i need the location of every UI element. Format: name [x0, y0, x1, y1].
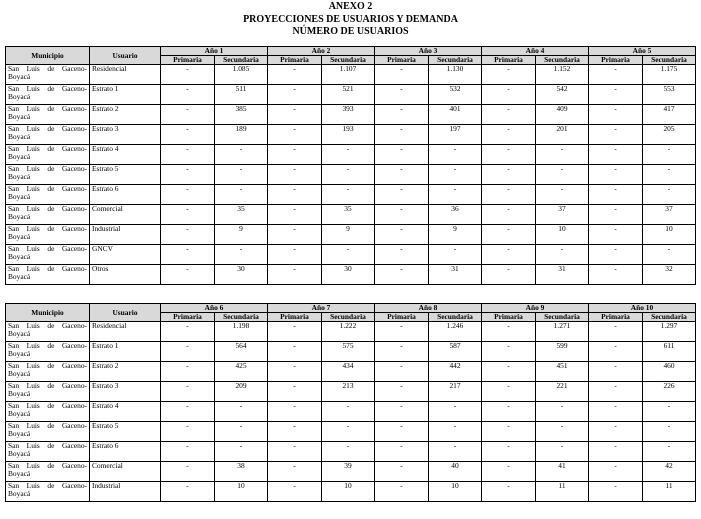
secundaria-value: -	[643, 185, 696, 205]
secundaria-value: 10	[536, 225, 589, 245]
municipio-cell: San Luis de Gaceno-Boyacá	[6, 205, 90, 225]
primaria-value: -	[482, 422, 536, 442]
primaria-value: -	[268, 442, 322, 462]
secundaria-header: Secundaria	[322, 56, 375, 65]
secundaria-value: -	[215, 402, 268, 422]
primaria-value: -	[161, 85, 215, 105]
usuario-header: Usuario	[90, 304, 161, 322]
secundaria-value: 564	[215, 342, 268, 362]
primaria-value: -	[161, 205, 215, 225]
primaria-value: -	[589, 382, 643, 402]
municipio-cell: San Luis de Gaceno-Boyacá	[6, 482, 90, 502]
usuario-cell: Estrato 3	[90, 382, 161, 402]
primaria-value: -	[589, 185, 643, 205]
primaria-value: -	[589, 342, 643, 362]
secundaria-value: 213	[322, 382, 375, 402]
secundaria-value: 30	[215, 265, 268, 285]
primaria-value: -	[161, 322, 215, 342]
secundaria-value: 425	[215, 362, 268, 382]
secundaria-value: -	[322, 145, 375, 165]
secundaria-value: 1.246	[429, 322, 482, 342]
users-projection-table-years-6-10	[5, 303, 696, 502]
secundaria-value: 434	[322, 362, 375, 382]
secundaria-value: 10	[322, 482, 375, 502]
primaria-value: -	[482, 225, 536, 245]
secundaria-header: Secundaria	[429, 56, 482, 65]
primaria-value: -	[589, 65, 643, 85]
primaria-value: -	[589, 125, 643, 145]
primaria-value: -	[268, 65, 322, 85]
table-row	[6, 165, 696, 185]
primaria-value: -	[482, 265, 536, 285]
secundaria-value: 460	[643, 362, 696, 382]
table-row	[6, 105, 696, 125]
document-subtitle: NÚMERO DE USUARIOS	[292, 26, 409, 37]
secundaria-value: 599	[536, 342, 589, 362]
primaria-header: Primaria	[161, 56, 215, 65]
secundaria-value: 611	[643, 342, 696, 362]
secundaria-value: 32	[643, 265, 696, 285]
primaria-value: -	[161, 362, 215, 382]
primaria-value: -	[268, 205, 322, 225]
primaria-value: -	[375, 342, 429, 362]
secundaria-value: 209	[215, 382, 268, 402]
year-header: Año 6	[161, 304, 268, 313]
table-row	[6, 382, 696, 402]
primaria-value: -	[161, 185, 215, 205]
municipio-cell: San Luis de Gaceno-Boyacá	[6, 165, 90, 185]
secundaria-value: 393	[322, 105, 375, 125]
municipio-cell: San Luis de Gaceno-Boyacá	[6, 125, 90, 145]
primaria-value: -	[161, 125, 215, 145]
primaria-value: -	[268, 482, 322, 502]
municipio-cell: San Luis de Gaceno-Boyacá	[6, 185, 90, 205]
table-row	[6, 125, 696, 145]
primaria-value: -	[482, 145, 536, 165]
secundaria-value: -	[215, 245, 268, 265]
primaria-value: -	[268, 125, 322, 145]
secundaria-header: Secundaria	[643, 313, 696, 322]
secundaria-value: -	[643, 145, 696, 165]
secundaria-value: 11	[536, 482, 589, 502]
secundaria-value: -	[536, 402, 589, 422]
primaria-value: -	[268, 85, 322, 105]
secundaria-value: 442	[429, 362, 482, 382]
table-row	[6, 265, 696, 285]
secundaria-value: 31	[536, 265, 589, 285]
secundaria-value: -	[429, 145, 482, 165]
usuario-cell: Estrato 2	[90, 362, 161, 382]
primaria-value: -	[161, 462, 215, 482]
primaria-value: -	[268, 322, 322, 342]
secundaria-value: 38	[215, 462, 268, 482]
secundaria-value: -	[215, 442, 268, 462]
secundaria-value: 37	[643, 205, 696, 225]
document-title: PROYECCIONES DE USUARIOS Y DEMANDA	[243, 14, 458, 25]
primaria-value: -	[589, 85, 643, 105]
usuario-cell: Estrato 6	[90, 185, 161, 205]
secundaria-value: -	[322, 422, 375, 442]
primaria-value: -	[589, 322, 643, 342]
secundaria-value: 1.130	[429, 65, 482, 85]
secundaria-value: 1.107	[322, 65, 375, 85]
secundaria-value: -	[215, 422, 268, 442]
year-header: Año 4	[482, 47, 589, 56]
secundaria-value: 553	[643, 85, 696, 105]
secundaria-header: Secundaria	[643, 56, 696, 65]
secundaria-value: 1.222	[322, 322, 375, 342]
primaria-value: -	[589, 245, 643, 265]
secundaria-value: -	[429, 422, 482, 442]
primaria-value: -	[375, 125, 429, 145]
usuario-cell: Industrial	[90, 225, 161, 245]
primaria-value: -	[268, 402, 322, 422]
primaria-value: -	[589, 362, 643, 382]
primaria-value: -	[589, 265, 643, 285]
secundaria-value: 37	[536, 205, 589, 225]
secundaria-value: 221	[536, 382, 589, 402]
primaria-header: Primaria	[589, 56, 643, 65]
secundaria-value: 9	[215, 225, 268, 245]
secundaria-value: -	[215, 165, 268, 185]
table-row	[6, 245, 696, 265]
primaria-value: -	[375, 105, 429, 125]
secundaria-header: Secundaria	[429, 313, 482, 322]
usuario-cell: Estrato 2	[90, 105, 161, 125]
usuario-cell: GNCV	[90, 245, 161, 265]
primaria-header: Primaria	[161, 313, 215, 322]
secundaria-value: 1.271	[536, 322, 589, 342]
primaria-value: -	[482, 402, 536, 422]
secundaria-value: -	[429, 402, 482, 422]
usuario-cell: Otros	[90, 265, 161, 285]
primaria-value: -	[161, 402, 215, 422]
secundaria-header: Secundaria	[322, 313, 375, 322]
secundaria-value: -	[322, 185, 375, 205]
primaria-value: -	[589, 225, 643, 245]
secundaria-value: -	[429, 442, 482, 462]
table-row	[6, 225, 696, 245]
municipio-cell: San Luis de Gaceno-Boyacá	[6, 462, 90, 482]
usuario-cell: Estrato 1	[90, 342, 161, 362]
primaria-value: -	[268, 145, 322, 165]
primaria-value: -	[482, 482, 536, 502]
primaria-value: -	[375, 362, 429, 382]
primaria-value: -	[375, 225, 429, 245]
usuario-cell: Residencial	[90, 322, 161, 342]
secundaria-value: 521	[322, 85, 375, 105]
primaria-value: -	[482, 382, 536, 402]
secundaria-value: -	[536, 442, 589, 462]
primaria-value: -	[268, 382, 322, 402]
secundaria-value: 1.198	[215, 322, 268, 342]
secundaria-value: -	[322, 165, 375, 185]
secundaria-value: 9	[322, 225, 375, 245]
primaria-value: -	[482, 442, 536, 462]
primaria-value: -	[375, 185, 429, 205]
secundaria-value: 201	[536, 125, 589, 145]
secundaria-value: 409	[536, 105, 589, 125]
secundaria-value: 217	[429, 382, 482, 402]
secundaria-value: -	[322, 442, 375, 462]
municipio-cell: San Luis de Gaceno-Boyacá	[6, 145, 90, 165]
primaria-value: -	[161, 225, 215, 245]
secundaria-value: 542	[536, 85, 589, 105]
secundaria-value: 401	[429, 105, 482, 125]
table-row	[6, 205, 696, 225]
primaria-header: Primaria	[482, 56, 536, 65]
primaria-value: -	[268, 105, 322, 125]
secundaria-value: -	[643, 422, 696, 442]
municipio-cell: San Luis de Gaceno-Boyacá	[6, 322, 90, 342]
primaria-header: Primaria	[268, 313, 322, 322]
primaria-value: -	[589, 165, 643, 185]
year-header: Año 9	[482, 304, 589, 313]
usuario-cell: Estrato 5	[90, 422, 161, 442]
secundaria-value: 31	[429, 265, 482, 285]
primaria-value: -	[589, 422, 643, 442]
secundaria-value: 532	[429, 85, 482, 105]
municipio-cell: San Luis de Gaceno-Boyacá	[6, 402, 90, 422]
primaria-value: -	[482, 322, 536, 342]
primaria-value: -	[589, 145, 643, 165]
usuario-cell: Estrato 3	[90, 125, 161, 145]
secundaria-header: Secundaria	[215, 313, 268, 322]
secundaria-value: 226	[643, 382, 696, 402]
municipio-cell: San Luis de Gaceno-Boyacá	[6, 225, 90, 245]
primaria-header: Primaria	[482, 313, 536, 322]
year-header: Año 8	[375, 304, 482, 313]
municipio-cell: San Luis de Gaceno-Boyacá	[6, 442, 90, 462]
table-row	[6, 482, 696, 502]
usuario-cell: Comercial	[90, 205, 161, 225]
municipio-cell: San Luis de Gaceno-Boyacá	[6, 85, 90, 105]
usuario-cell: Estrato 5	[90, 165, 161, 185]
secundaria-header: Secundaria	[536, 56, 589, 65]
secundaria-value: 11	[643, 482, 696, 502]
secundaria-value: 1.175	[643, 65, 696, 85]
primaria-value: -	[268, 225, 322, 245]
secundaria-value: 35	[322, 205, 375, 225]
primaria-value: -	[482, 245, 536, 265]
secundaria-value: -	[536, 422, 589, 442]
primaria-header: Primaria	[589, 313, 643, 322]
secundaria-value: 575	[322, 342, 375, 362]
primaria-value: -	[482, 205, 536, 225]
secundaria-value: 39	[322, 462, 375, 482]
usuario-cell: Estrato 1	[90, 85, 161, 105]
secundaria-value: 9	[429, 225, 482, 245]
primaria-header: Primaria	[268, 56, 322, 65]
secundaria-value: -	[429, 185, 482, 205]
primaria-value: -	[375, 205, 429, 225]
secundaria-value: 1.085	[215, 65, 268, 85]
municipio-cell: San Luis de Gaceno-Boyacá	[6, 105, 90, 125]
primaria-value: -	[268, 265, 322, 285]
secundaria-value: -	[322, 402, 375, 422]
primaria-value: -	[268, 245, 322, 265]
secundaria-header: Secundaria	[215, 56, 268, 65]
primaria-value: -	[161, 65, 215, 85]
municipio-cell: San Luis de Gaceno-Boyacá	[6, 422, 90, 442]
secundaria-value: -	[429, 165, 482, 185]
primaria-value: -	[482, 462, 536, 482]
table-row	[6, 65, 696, 85]
secundaria-value: 10	[643, 225, 696, 245]
secundaria-value: 511	[215, 85, 268, 105]
year-header: Año 1	[161, 47, 268, 56]
secundaria-value: 10	[429, 482, 482, 502]
table-row	[6, 462, 696, 482]
primaria-value: -	[375, 482, 429, 502]
municipio-cell: San Luis de Gaceno-Boyacá	[6, 245, 90, 265]
secundaria-value: 189	[215, 125, 268, 145]
primaria-header: Primaria	[375, 313, 429, 322]
secundaria-value: 1.297	[643, 322, 696, 342]
usuario-cell: Estrato 4	[90, 145, 161, 165]
primaria-value: -	[375, 85, 429, 105]
primaria-value: -	[589, 402, 643, 422]
primaria-value: -	[482, 342, 536, 362]
primaria-value: -	[482, 125, 536, 145]
primaria-header: Primaria	[375, 56, 429, 65]
secundaria-value: 193	[322, 125, 375, 145]
secundaria-value: 30	[322, 265, 375, 285]
year-header: Año 2	[268, 47, 375, 56]
primaria-value: -	[482, 362, 536, 382]
primaria-value: -	[589, 442, 643, 462]
table-row	[6, 362, 696, 382]
primaria-value: -	[161, 145, 215, 165]
secundaria-value: -	[643, 442, 696, 462]
secundaria-value: 41	[536, 462, 589, 482]
table-row	[6, 422, 696, 442]
secundaria-value: -	[536, 245, 589, 265]
primaria-value: -	[482, 185, 536, 205]
secundaria-value: -	[536, 145, 589, 165]
primaria-value: -	[161, 482, 215, 502]
primaria-value: -	[161, 422, 215, 442]
primaria-value: -	[589, 205, 643, 225]
primaria-value: -	[161, 382, 215, 402]
usuario-cell: Residencial	[90, 65, 161, 85]
usuario-cell: Industrial	[90, 482, 161, 502]
table-row	[6, 185, 696, 205]
annex-title: ANEXO 2	[328, 1, 373, 12]
secundaria-value: 385	[215, 105, 268, 125]
secundaria-value: 36	[429, 205, 482, 225]
municipio-header: Municipio	[6, 304, 90, 322]
usuario-header: Usuario	[90, 47, 161, 65]
primaria-value: -	[375, 382, 429, 402]
primaria-value: -	[375, 402, 429, 422]
secundaria-value: 35	[215, 205, 268, 225]
primaria-value: -	[375, 145, 429, 165]
secundaria-value: 205	[643, 125, 696, 145]
secundaria-value: -	[643, 402, 696, 422]
primaria-value: -	[589, 482, 643, 502]
primaria-value: -	[375, 442, 429, 462]
primaria-value: -	[482, 65, 536, 85]
municipio-cell: San Luis de Gaceno-Boyacá	[6, 265, 90, 285]
primaria-value: -	[375, 65, 429, 85]
primaria-value: -	[268, 185, 322, 205]
primaria-value: -	[161, 165, 215, 185]
secundaria-value: 1.152	[536, 65, 589, 85]
primaria-value: -	[268, 362, 322, 382]
municipio-cell: San Luis de Gaceno-Boyacá	[6, 362, 90, 382]
primaria-value: -	[482, 85, 536, 105]
primaria-value: -	[589, 105, 643, 125]
municipio-cell: San Luis de Gaceno-Boyacá	[6, 65, 90, 85]
secundaria-header: Secundaria	[536, 313, 589, 322]
primaria-value: -	[161, 105, 215, 125]
primaria-value: -	[375, 165, 429, 185]
primaria-value: -	[268, 165, 322, 185]
primaria-value: -	[375, 245, 429, 265]
secundaria-value: -	[429, 245, 482, 265]
primaria-value: -	[161, 245, 215, 265]
secundaria-value: -	[322, 245, 375, 265]
year-header: Año 5	[589, 47, 696, 56]
users-projection-table-years-1-5	[5, 46, 696, 285]
secundaria-value: 587	[429, 342, 482, 362]
primaria-value: -	[375, 322, 429, 342]
secundaria-value: -	[215, 145, 268, 165]
table-row	[6, 85, 696, 105]
table-row	[6, 145, 696, 165]
primaria-value: -	[482, 105, 536, 125]
secundaria-value: 451	[536, 362, 589, 382]
table-row	[6, 402, 696, 422]
primaria-value: -	[268, 422, 322, 442]
primaria-value: -	[161, 265, 215, 285]
secundaria-value: 42	[643, 462, 696, 482]
year-header: Año 10	[589, 304, 696, 313]
municipio-header: Municipio	[6, 47, 90, 65]
secundaria-value: 10	[215, 482, 268, 502]
table-row	[6, 322, 696, 342]
primaria-value: -	[375, 462, 429, 482]
secundaria-value: -	[643, 245, 696, 265]
primaria-value: -	[161, 442, 215, 462]
usuario-cell: Comercial	[90, 462, 161, 482]
secundaria-value: 197	[429, 125, 482, 145]
table-row	[6, 442, 696, 462]
municipio-cell: San Luis de Gaceno-Boyacá	[6, 382, 90, 402]
secundaria-value: -	[215, 185, 268, 205]
secundaria-value: 40	[429, 462, 482, 482]
secundaria-value: -	[536, 165, 589, 185]
secundaria-value: -	[643, 165, 696, 185]
primaria-value: -	[589, 462, 643, 482]
primaria-value: -	[268, 342, 322, 362]
primaria-value: -	[482, 165, 536, 185]
primaria-value: -	[375, 422, 429, 442]
year-header: Año 7	[268, 304, 375, 313]
primaria-value: -	[161, 342, 215, 362]
usuario-cell: Estrato 4	[90, 402, 161, 422]
secundaria-value: 417	[643, 105, 696, 125]
year-header: Año 3	[375, 47, 482, 56]
primaria-value: -	[375, 265, 429, 285]
table-row	[6, 342, 696, 362]
municipio-cell: San Luis de Gaceno-Boyacá	[6, 342, 90, 362]
secundaria-value: -	[536, 185, 589, 205]
usuario-cell: Estrato 6	[90, 442, 161, 462]
primaria-value: -	[268, 462, 322, 482]
